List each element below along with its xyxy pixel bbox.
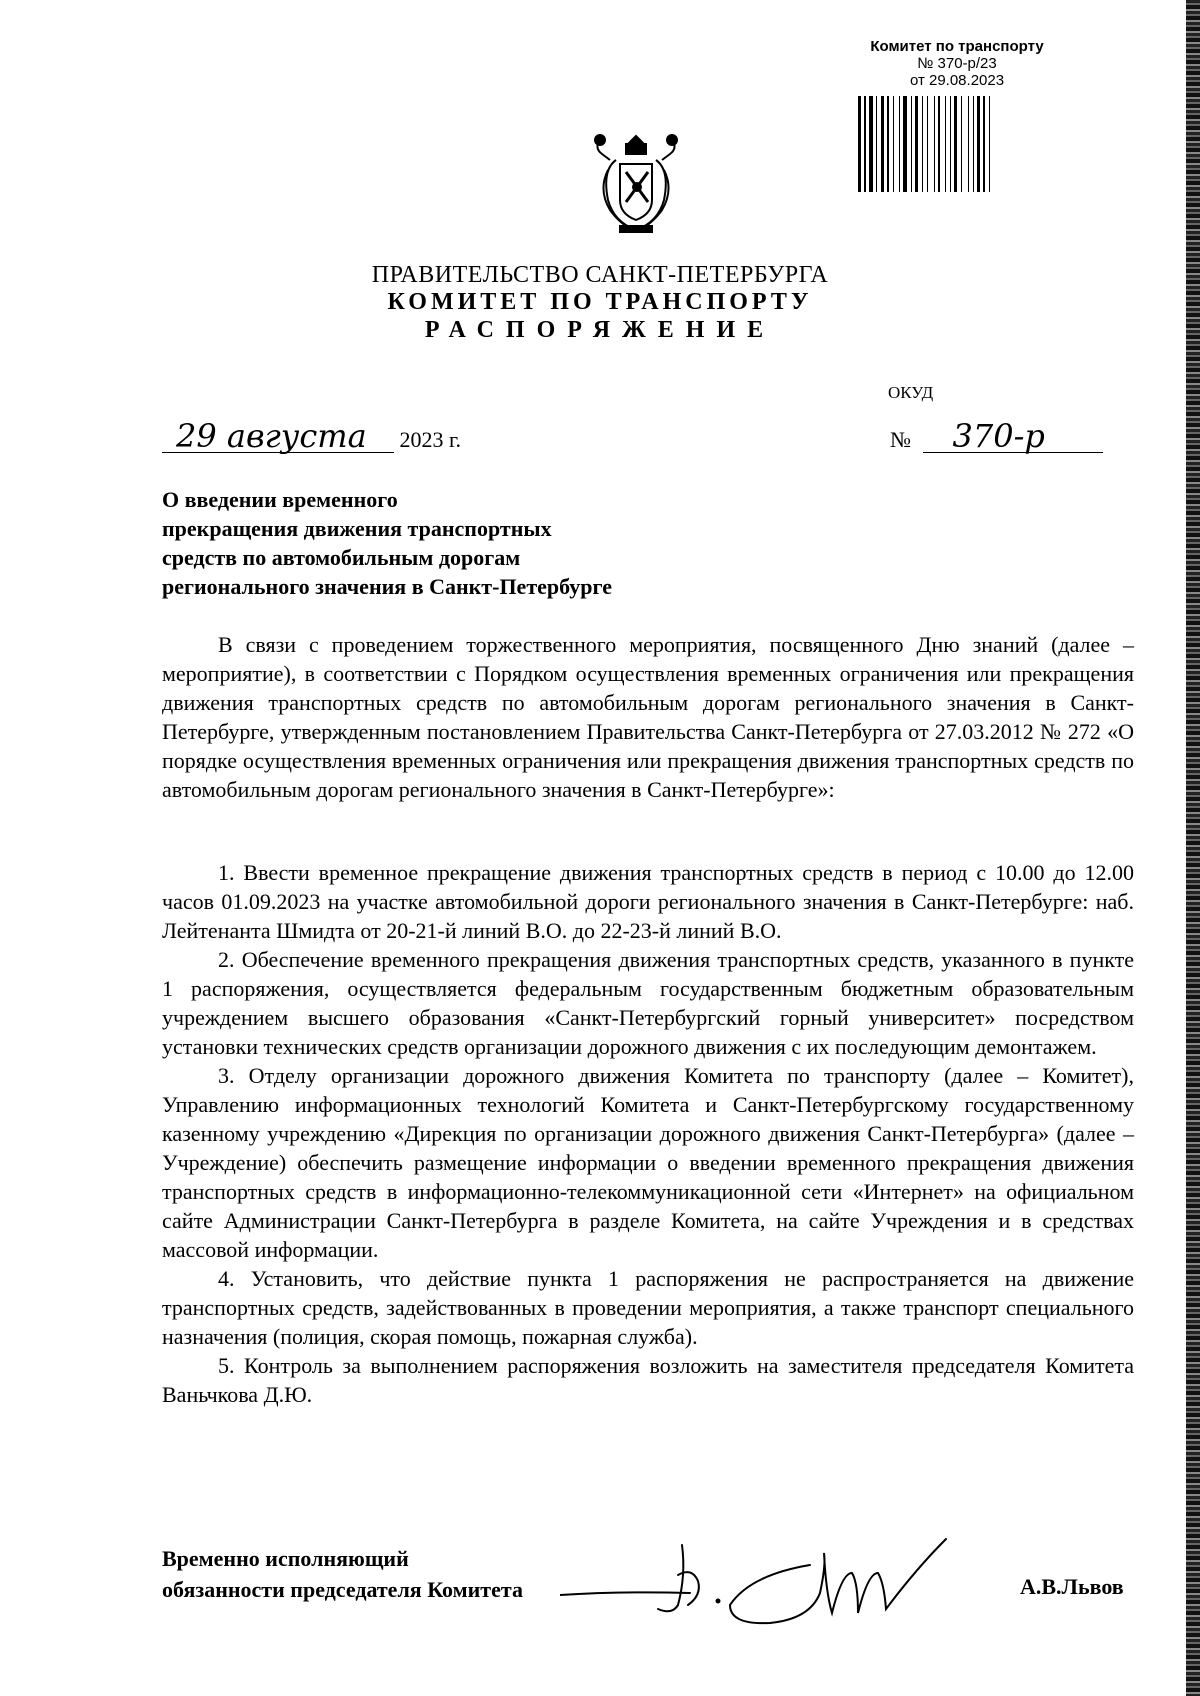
barcode-bar [903,96,907,192]
barcode-bar [961,96,962,192]
barcode-bar [983,96,985,192]
barcode-bar [911,96,912,192]
subject-line: регионального значения в Санкт-Петербурге [162,574,612,599]
signatory-title-line: Временно исполняющий [162,1546,409,1571]
scan-edge [1186,0,1200,1696]
order-items [162,858,1134,1409]
order-item: 5. Контроль за выполнением распоряжения возложить на заместителя председателя Комитета Ваньчкова Д.Ю. [162,1353,1134,1407]
barcode [856,96,1062,192]
signatory-name: А.В.Львов [1020,1574,1124,1599]
barcode-bar [927,96,928,192]
preamble [162,630,1134,804]
barcode-bar [950,96,951,192]
barcode-bar [968,96,969,192]
barcode-bar [887,96,889,192]
order-item: 4. Установить, что действие пункта 1 распоряжения не распространяется на движение транспортных средств, задействованных в проведении мероприятия, а также транспорт специального назначения (полиция, скорая помощь, пожарная служба). [162,1266,1134,1349]
handwritten-signature [560,1535,1030,1645]
barcode-bar [869,96,873,192]
barcode-bar [881,96,884,192]
signatory-title [162,1543,523,1605]
document-subject [162,485,612,601]
barcode-bar [945,96,946,192]
barcode-bar [922,96,923,192]
barcode-bar [876,96,877,192]
stamp-org: Комитет по транспорту [870,38,1044,55]
barcode-bar [954,96,957,192]
barcode-bar [864,96,866,192]
date-year: 2023 г. [399,427,462,452]
handwritten-date: 29 августа [162,420,394,453]
document-date [162,417,462,455]
order-item: 2. Обеспечение временного прекращения движения транспортных средств, указанного в пункте 1 распоряжения, осуществляется федеральным государственным бюджетным образовательным учреждением высшего образования «Санкт-Петербургский горный университет» посредством установки технических средств организации дорожного движения с их последующим демонтажем. [162,947,1134,1059]
barcode-bar [858,96,861,192]
barcode-bar [973,96,974,192]
okud-label: ОКУД [888,383,934,402]
barcode-bar [934,96,935,192]
committee-heading: КОМИТЕТ ПО ТРАНСПОРТУ [387,289,813,315]
stamp-number: № 370-р/23 [917,55,997,72]
registration-stamp [852,38,1062,89]
barcode-bar [938,96,940,192]
order-item: 3. Отделу организации дорожного движения Комитета по транспорту (далее – Комитет), Управлению информационных технологий Комитета и Санкт-Петербургскому государственному казенному учреждению «Дирекция по организации дорожного движения Санкт-Петербурга» (далее – Учреждение) обеспечить размещение информации о введении временного прекращения движения транспортных средств в информационно-телекоммуникационной сети «Интернет» на официальном сайте Администрации Санкт-Петербурга в разделе Комитета, на сайте Учреждения и в средствах массовой информации. [162,1063,1134,1262]
preamble-text: В связи с проведением торжественного мероприятия, посвященного Дню знаний (далее – мероприятие), в соответствии с Порядком осуществления временных ограничения или прекращения движения транспортных средств по автомобильным дорогам регионального значения в Санкт-Петербурге, утвержденным постановлением Правительства Санкт-Петербурга от 27.03.2012 № 272 «О порядке осуществления временных ограничения или прекращения движения транспортных средств по автомобильным дорогам регионального значения в Санкт-Петербурге»: [162,632,1134,802]
government-heading: ПРАВИТЕЛЬСТВО САНКТ-ПЕТЕРБУРГА [371,262,829,288]
subject-line: прекращения движения транспортных [162,516,552,541]
signatory-title-line: обязанности председателя Комитета [162,1577,523,1602]
barcode-bar [899,96,900,192]
barcode-bar [915,96,918,192]
stamp-date: от 29.08.2023 [909,72,1005,89]
barcode-bar [989,96,990,192]
coat-of-arms-icon [590,130,682,236]
handwritten-number: 370-р [923,420,1103,453]
document-type-heading: РАСПОРЯЖЕНИЕ [424,317,776,343]
barcode-bar [893,96,894,192]
order-item: 1. Ввести временное прекращение движения транспортных средств в период с 10.00 до 12.00 часов 01.09.2023 на участке автомобильной дороги регионального значения в Санкт-Петербурге: наб. Лейтенанта Шмидта от 20-21-й линий В.О. до 22-23-й линий В.О. [162,860,1134,943]
subject-line: О введении временного [162,487,398,512]
number-sign: № [890,427,911,452]
subject-line: средств по автомобильным дорогам [162,545,521,570]
barcode-bar [977,96,980,192]
document-number [890,417,1103,455]
